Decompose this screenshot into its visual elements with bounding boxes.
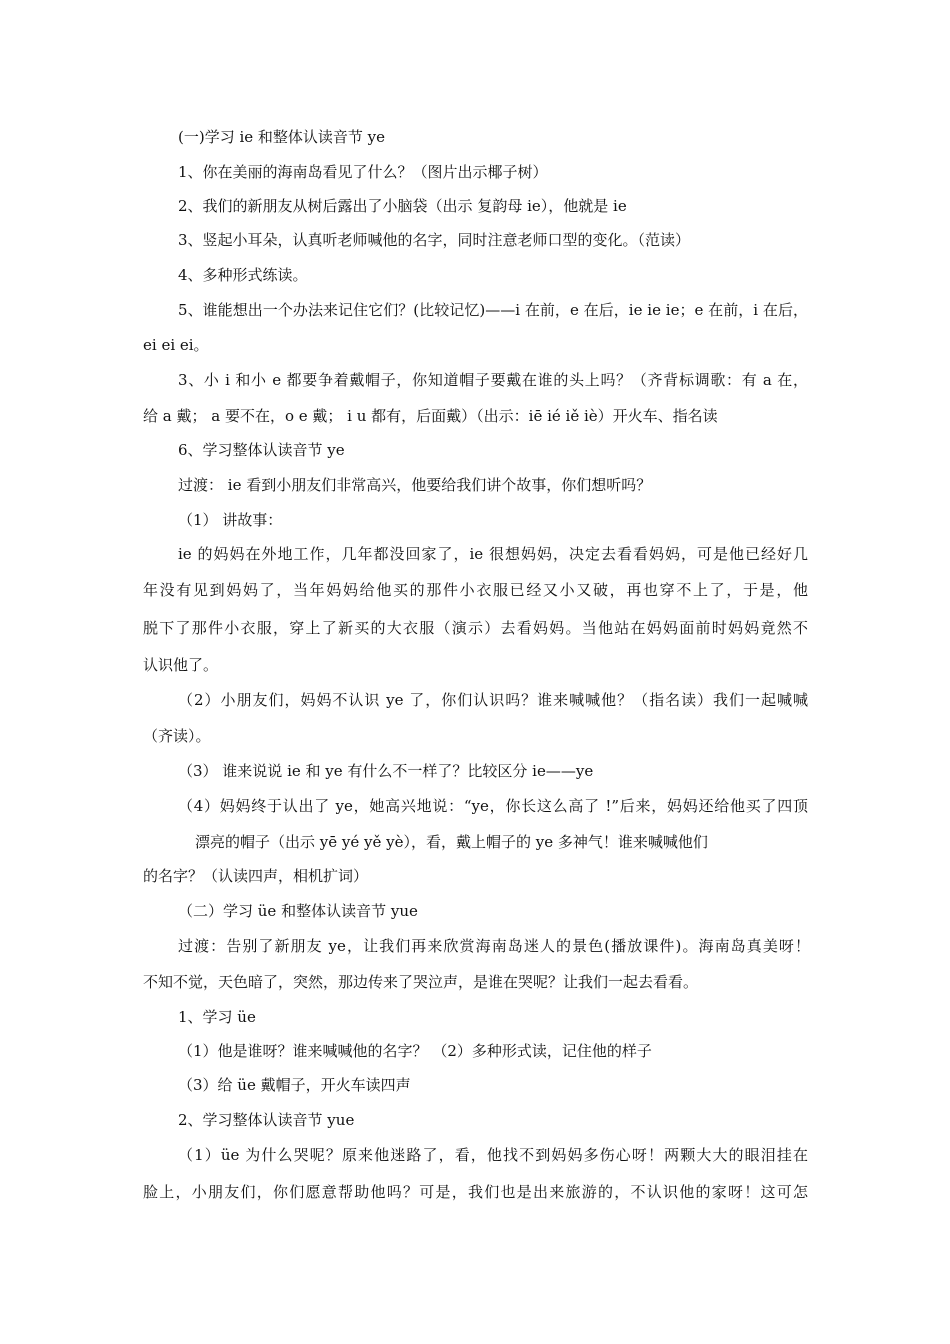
text-line: （齐读）。 <box>143 727 211 745</box>
text-line: （4）妈妈终于认出了 ye，她高兴地说：“ye，你长这么高了 !”后来，妈妈还给他买了四顶 <box>178 797 808 815</box>
text-line: 3、竖起小耳朵，认真听老师喊他的名字，同时注意老师口型的变化。（范读） <box>178 231 691 249</box>
text-line: 3、小 i 和小 e 都要争着戴帽子，你知道帽子要戴在谁的头上吗？（齐背标调歌：有 a 在， <box>178 371 808 389</box>
text-line: 1、你在美丽的海南岛看见了什么？（图片出示椰子树） <box>178 163 548 181</box>
text-line: 给 a 戴； a 要不在，o e 戴； i u 都有，后面戴）（出示：iē ié iě iè）开火车、指名读 <box>143 407 718 425</box>
text-line: 脸上，小朋友们，你们愿意帮助他吗？可是，我们也是出来旅游的，不认识他的家呀！这可怎 <box>143 1183 808 1201</box>
text-line: （1）他是谁呀？谁来喊喊他的名字？ （2）多种形式读，记住他的样子 <box>178 1042 652 1060</box>
text-line: 2、学习整体认读音节 yue <box>178 1111 355 1129</box>
text-line: （3）给 üe 戴帽子，开火车读四声 <box>178 1076 411 1094</box>
text-line: （1） 讲故事： <box>178 511 283 529</box>
text-line: 的名字？（认读四声，相机扩词） <box>143 867 369 885</box>
text-line: 年没有见到妈妈了，当年妈妈给他买的那件小衣服已经又小又破，再也穿不上了，于是，他 <box>143 581 808 599</box>
text-line: （二）学习 üe 和整体认读音节 yue <box>178 902 418 920</box>
text-line: 不知不觉，天色暗了，突然，那边传来了哭泣声，是谁在哭呢？让我们一起去看看。 <box>143 973 699 991</box>
text-line: 4、多种形式练读。 <box>178 266 308 284</box>
text-line: 漂亮的帽子（出示 yē yé yě yè），看，戴上帽子的 ye 多神气！谁来喊喊他们 <box>195 833 708 851</box>
text-line: ie 的妈妈在外地工作，几年都没回家了，ie 很想妈妈，决定去看看妈妈，可是他已经好几 <box>178 545 808 563</box>
text-line: （2）小朋友们，妈妈不认识 ye 了，你们认识吗？谁来喊喊他？（指名读）我们一起喊喊 <box>178 691 808 709</box>
text-line: ei ei ei。 <box>143 336 209 354</box>
text-line: 过渡： ie 看到小朋友们非常高兴，他要给我们讲个故事，你们想听吗？ <box>178 476 652 494</box>
text-line: 过渡：告别了新朋友 ye，让我们再来欣赏海南岛迷人的景色(播放课件)。海南岛真美呀！ <box>178 937 810 955</box>
text-line: 1、学习 üe <box>178 1008 256 1026</box>
text-line: 2、我们的新朋友从树后露出了小脑袋（出示 复韵母 ie），他就是 ie <box>178 197 627 215</box>
text-line: 5、谁能想出一个办法来记住它们？(比较记忆)——i 在前，e 在后，ie ie ie；e 在前，i 在后， <box>178 301 808 319</box>
text-line: （1）üe 为什么哭呢？原来他迷路了，看，他找不到妈妈多伤心呀！两颗大大的眼泪挂在 <box>178 1146 808 1164</box>
text-line: (一)学习 ie 和整体认读音节 ye <box>178 128 386 146</box>
text-line: （3） 谁来说说 ie 和 ye 有什么不一样了？比较区分 ie——ye <box>178 762 594 780</box>
text-line: 脱下了那件小衣服，穿上了新买的大衣服（演示）去看妈妈。当他站在妈妈面前时妈妈竟然不 <box>143 619 808 637</box>
text-line: 6、学习整体认读音节 ye <box>178 441 345 459</box>
text-line: 认识他了。 <box>143 656 219 674</box>
